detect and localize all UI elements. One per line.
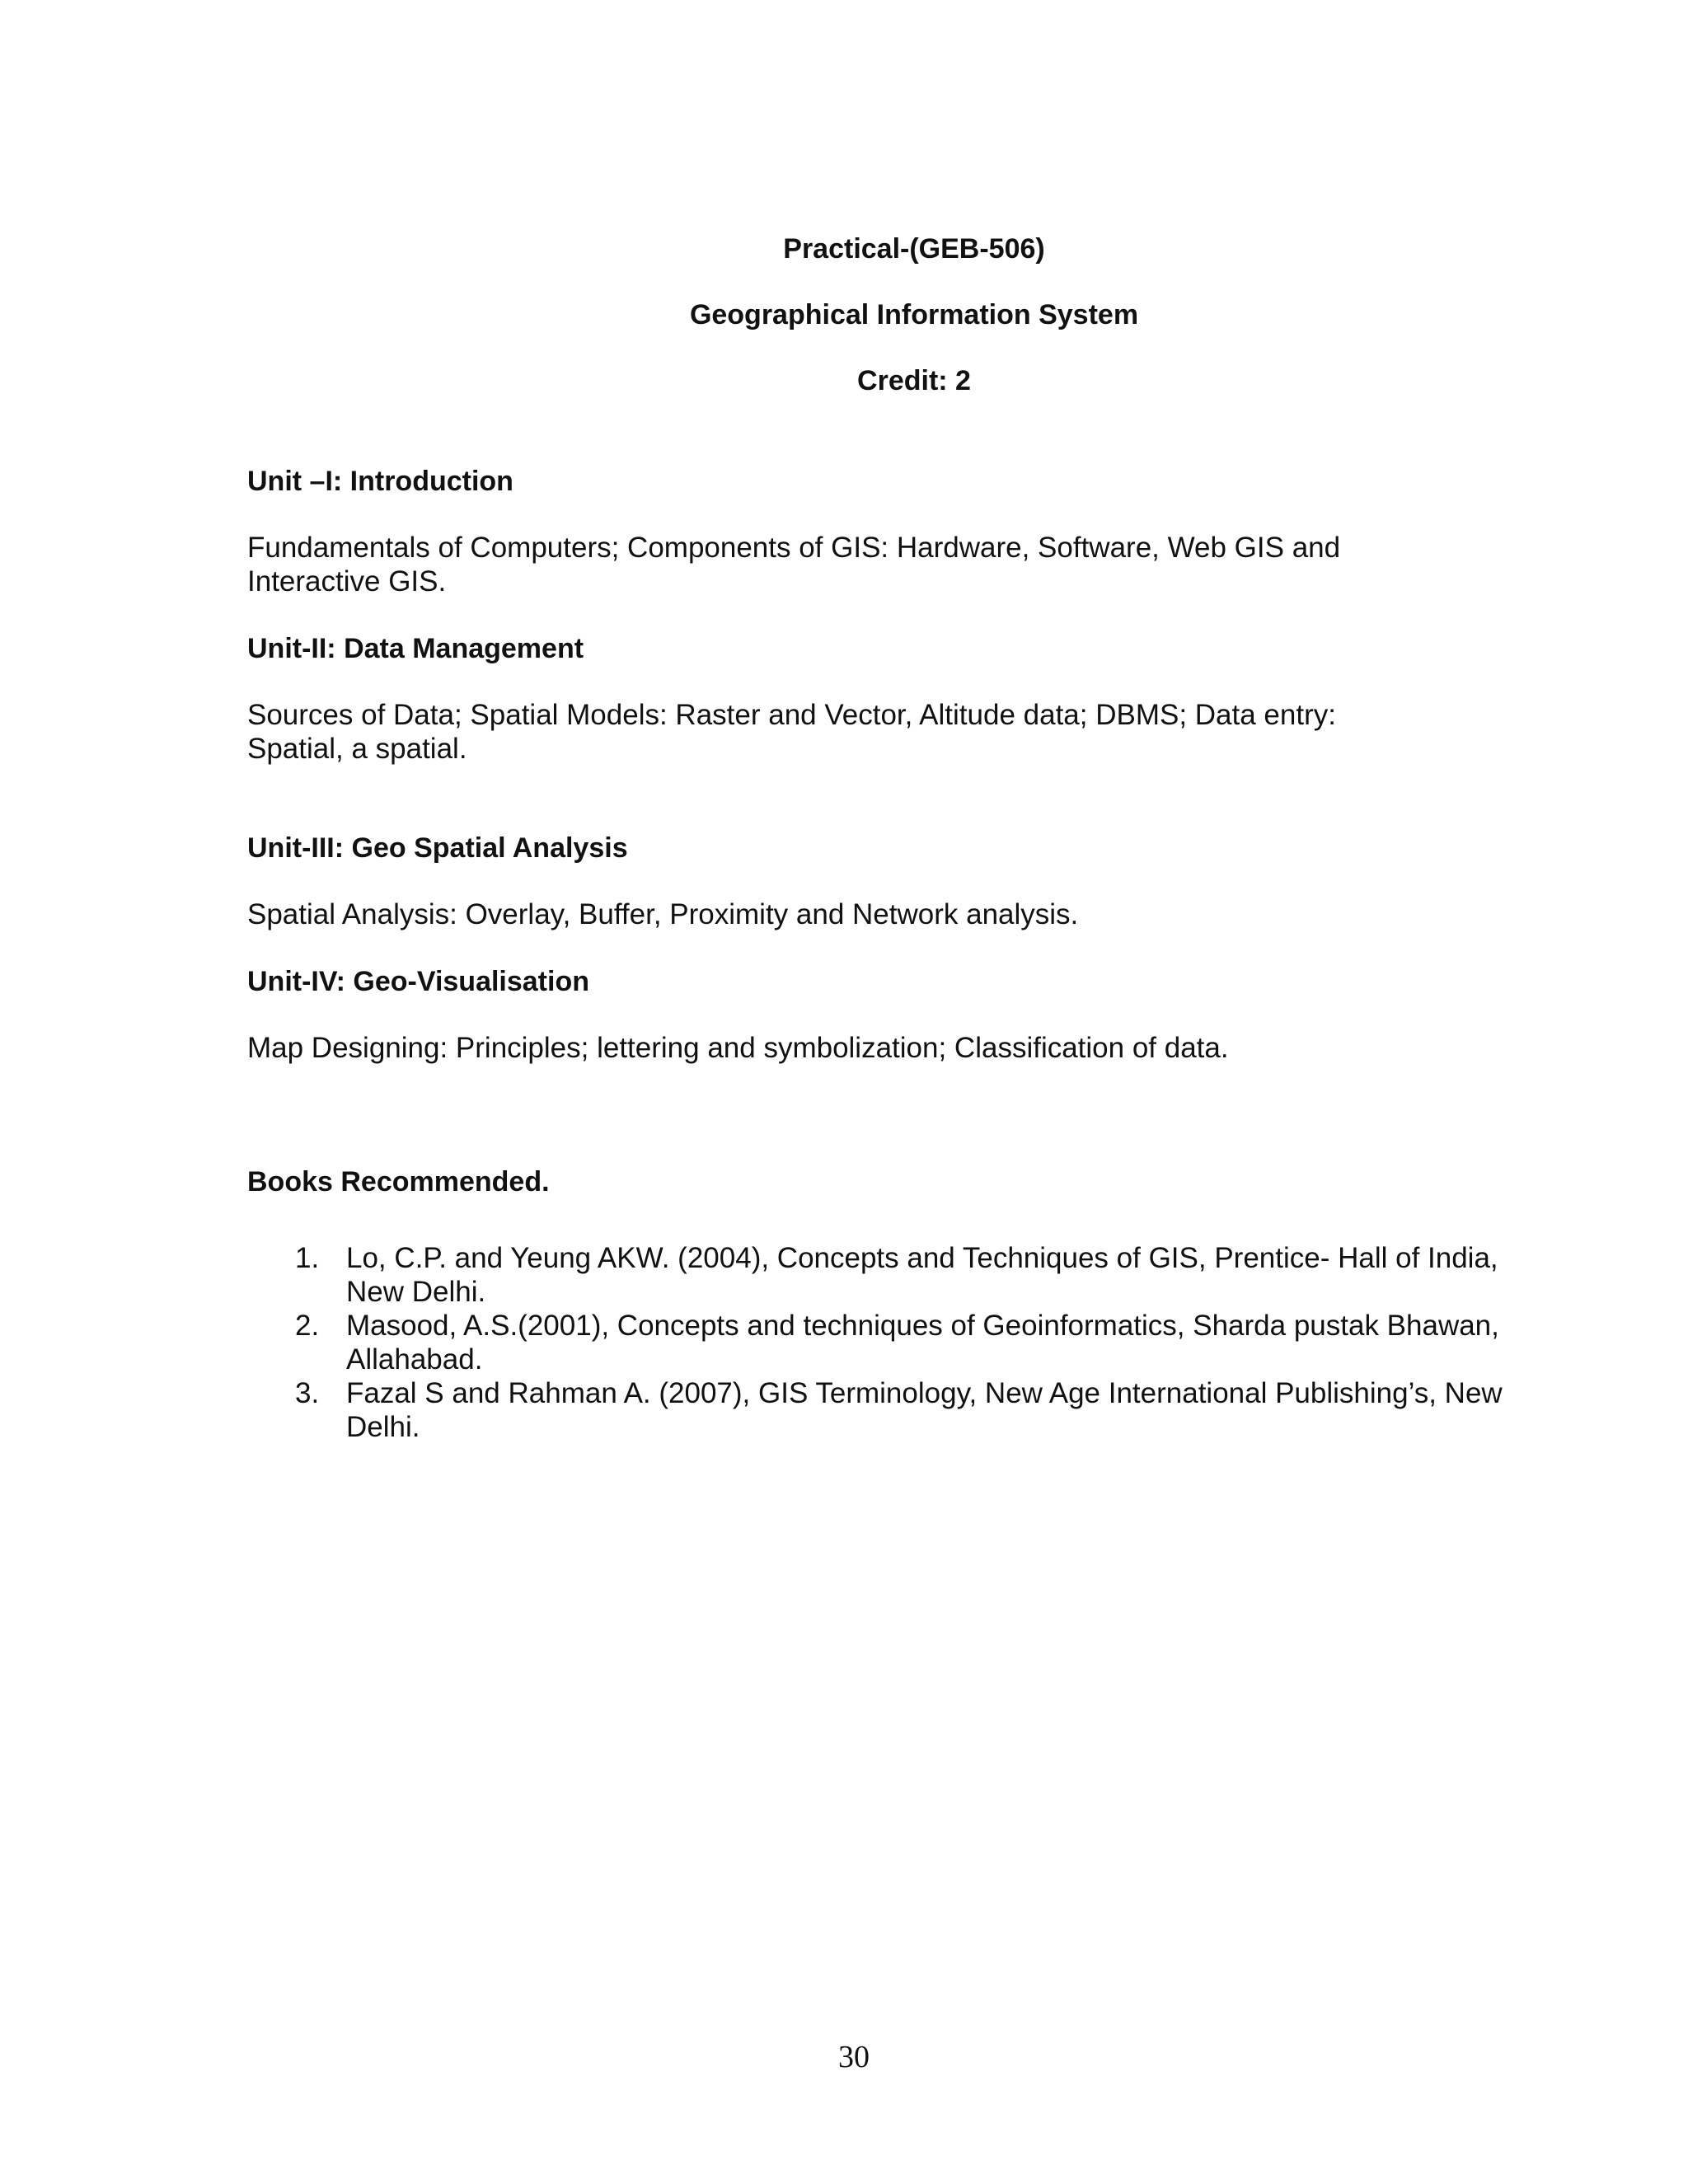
book-number: 3. (295, 1377, 320, 1409)
unit-4-heading: Unit-IV: Geo-Visualisation (247, 966, 589, 997)
unit-1-content: Fundamentals of Computers; Components of GIS: Hardware, Software, Web GIS and Interactive GIS. (247, 532, 1341, 598)
credit-line: Credit: 2 (857, 365, 971, 396)
unit-3-heading: Unit-III: Geo Spatial Analysis (247, 832, 628, 864)
page-number: 30 (838, 2040, 870, 2074)
book-number: 1. (295, 1242, 320, 1274)
course-name: Geographical Information System (689, 299, 1139, 330)
course-code-title: Practical-(GEB-506) (783, 233, 1045, 265)
unit-2-heading: Unit-II: Data Management (247, 633, 584, 664)
book-citation: Lo, C.P. and Yeung AKW. (2004), Concepts and Techniques of GIS, Prentice- Hall of India, New Delhi. (346, 1242, 1498, 1308)
unit-1-heading: Unit –I: Introduction (247, 466, 513, 497)
book-item (247, 1376, 1503, 1444)
book-number: 2. (295, 1310, 320, 1342)
book-citation: Fazal S and Rahman A. (2007), GIS Terminology, New Age International Publishing’s, New Delhi. (346, 1377, 1503, 1443)
book-citation: Masood, A.S.(2001), Concepts and techniques of Geoinformatics, Sharda pustak Bhawan, Allahabad. (346, 1310, 1499, 1376)
book-item (247, 1241, 1498, 1309)
book-item (247, 1309, 1499, 1376)
unit-2-content: Sources of Data; Spatial Models: Raster and Vector, Altitude data; DBMS; Data entry: Spatial, a spatial. (247, 699, 1336, 765)
unit-4-content: Map Designing: Principles; lettering and symbolization; Classification of data. (247, 1032, 1229, 1064)
books-list (247, 1241, 1503, 1444)
books-heading: Books Recommended. (247, 1166, 550, 1197)
unit-3-content: Spatial Analysis: Overlay, Buffer, Proximity and Network analysis. (247, 898, 1079, 930)
